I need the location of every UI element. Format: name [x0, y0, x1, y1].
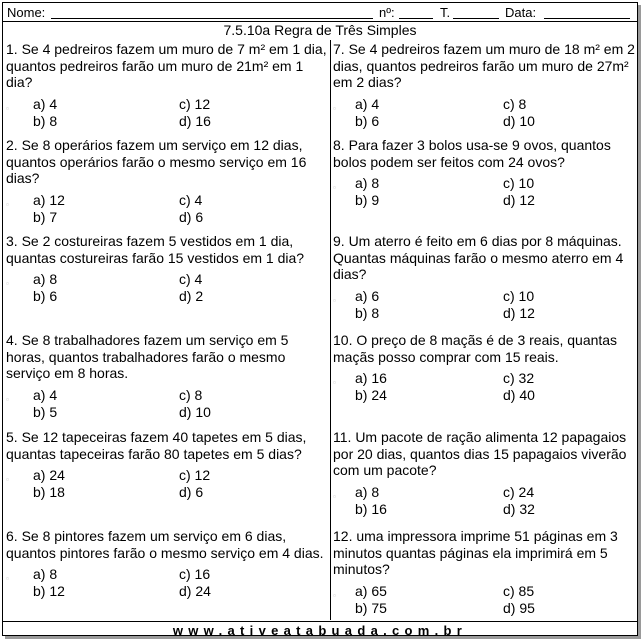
- question-9: [333, 233, 635, 322]
- option-b[interactable]: b) 24: [355, 387, 387, 403]
- option-c[interactable]: c) 85: [503, 582, 535, 599]
- option-b[interactable]: b) 5: [33, 403, 58, 420]
- worksheet-frame: [2, 2, 638, 636]
- option-b[interactable]: b) 7: [33, 208, 58, 225]
- option-c[interactable]: c) 8: [503, 95, 527, 112]
- option-a[interactable]: a) 8: [33, 566, 58, 582]
- option-marker: ▫: [333, 295, 336, 305]
- name-label: Nome:: [7, 5, 46, 20]
- number-line[interactable]: [399, 18, 433, 19]
- question-text: 4. Se 8 trabalhadores fazem um serviço em 5 horas, quantos trabalhadores farão o mesmo serviço em 8 horas.: [6, 332, 289, 381]
- class-line[interactable]: [453, 18, 499, 19]
- option-c[interactable]: c) 32: [503, 370, 535, 386]
- answer-options: [6, 387, 328, 421]
- question-text: 11. Um pacote de ração alimenta 12 papagaios por 20 dias, quantos dias 15 papagaios viverão com um pacote?: [333, 429, 627, 478]
- question-text: 5. Se 12 tapeceiras fazem 40 tapetes em 5 dias, quantas tapeceiras farão 80 tapetes em 5 dias?: [6, 429, 307, 462]
- answer-options: [6, 566, 328, 600]
- option-marker: ▫: [6, 475, 9, 484]
- option-d[interactable]: d) 12: [503, 304, 535, 321]
- answer-options: [6, 467, 328, 501]
- option-d[interactable]: d) 6: [179, 208, 204, 225]
- option-d[interactable]: d) 10: [503, 112, 535, 129]
- answer-options: [6, 96, 328, 130]
- option-marker: ▫: [333, 491, 336, 501]
- question-5: [6, 429, 328, 501]
- answer-options: [333, 175, 635, 209]
- question-6: [6, 528, 328, 600]
- option-d[interactable]: d) 6: [179, 484, 204, 500]
- question-text: 12. uma impressora imprime 51 páginas em 3 minutos quantas páginas ela imprimirá em 5 minutos?: [333, 528, 618, 577]
- question-12: [333, 528, 635, 617]
- option-a[interactable]: a) 24: [33, 467, 65, 483]
- question-text: 10. O preço de 8 maçãs é de 3 reais, quantas maçãs posso comprar com 15 reais.: [333, 332, 618, 365]
- option-marker: ▫: [6, 103, 9, 113]
- option-c[interactable]: c) 4: [179, 271, 203, 287]
- answer-options: [333, 370, 635, 404]
- option-a[interactable]: a) 8: [33, 271, 58, 287]
- option-c[interactable]: c) 10: [503, 287, 535, 304]
- option-d[interactable]: d) 10: [179, 403, 211, 420]
- question-8: [333, 137, 635, 209]
- question-text: 2. Se 8 operários fazem um serviço em 12 dias, quantos operários farão o mesmo serviço em 16 dias?: [6, 137, 307, 186]
- option-c[interactable]: c) 24: [503, 483, 535, 500]
- footer-separator: [3, 621, 637, 622]
- option-c[interactable]: c) 10: [503, 175, 535, 191]
- student-header: [7, 5, 633, 21]
- option-c[interactable]: c) 12: [179, 95, 211, 112]
- option-a[interactable]: a) 6: [355, 287, 380, 304]
- option-b[interactable]: b) 12: [33, 583, 65, 599]
- question-text: 8. Para fazer 3 bolos usa-se 9 ovos, quantos bolos podem ser feitos com 24 ovos?: [333, 137, 611, 170]
- option-b[interactable]: b) 9: [355, 192, 380, 208]
- option-b[interactable]: b) 8: [33, 112, 58, 129]
- question-text: 6. Se 8 pintores fazem um serviço em 6 dias, quantos pintores farão o mesmo serviço em 4 dias.: [6, 528, 324, 561]
- answer-options: [333, 288, 635, 322]
- question-11: [333, 429, 635, 518]
- option-d[interactable]: d) 2: [179, 288, 204, 304]
- number-label: nº:: [379, 5, 395, 20]
- option-marker: ▫: [6, 394, 9, 404]
- name-line[interactable]: [51, 18, 373, 19]
- answer-options: [333, 96, 635, 130]
- question-7: [333, 41, 635, 130]
- option-b[interactable]: b) 8: [355, 304, 380, 321]
- option-marker: ▫: [333, 103, 336, 113]
- footer-website: www.ativeatabuada.com.br: [172, 623, 468, 638]
- worksheet-title: 7.5.10a Regra de Três Simples: [223, 22, 417, 38]
- option-a[interactable]: a) 4: [355, 95, 380, 112]
- option-a[interactable]: a) 4: [33, 95, 58, 112]
- question-10: [333, 332, 635, 404]
- option-marker: ▫: [333, 378, 336, 387]
- answer-options: [333, 583, 635, 617]
- question-text: 3. Se 2 costureiras fazem 5 vestidos em 1 dia, quantas costureiras farão 15 vestidos em 1 dia?: [6, 233, 305, 266]
- option-marker: ▫: [6, 279, 9, 288]
- column-divider: [330, 40, 331, 620]
- question-text: 9. Um aterro é feito em 6 dias por 8 máquinas. Quantas máquinas farão o mesmo aterro em 4 dias?: [333, 233, 624, 282]
- option-b[interactable]: b) 16: [355, 500, 387, 517]
- answer-options: [333, 484, 635, 518]
- option-d[interactable]: d) 95: [503, 599, 535, 616]
- answer-options: [6, 271, 328, 305]
- option-d[interactable]: d) 24: [179, 583, 211, 599]
- option-d[interactable]: d) 32: [503, 500, 535, 517]
- option-marker: ▫: [6, 199, 9, 209]
- answer-options: [6, 192, 328, 226]
- option-d[interactable]: d) 16: [179, 112, 211, 129]
- question-text: 7. Se 4 pedreiros fazem um muro de 18 m² em 2 dias, quantos pedreiros farão um muro de 27m² em 2 dias?: [333, 41, 635, 90]
- option-c[interactable]: c) 8: [179, 386, 203, 403]
- option-marker: ▫: [333, 183, 336, 192]
- option-a[interactable]: a) 16: [355, 370, 387, 386]
- option-d[interactable]: d) 12: [503, 192, 535, 208]
- question-4: [6, 332, 328, 421]
- option-marker: ▫: [6, 574, 9, 583]
- option-b[interactable]: b) 6: [355, 112, 380, 129]
- question-2: [6, 137, 328, 226]
- question-1: [6, 41, 328, 130]
- option-a[interactable]: a) 65: [355, 582, 387, 599]
- option-a[interactable]: a) 8: [355, 175, 380, 191]
- option-a[interactable]: a) 8: [355, 483, 380, 500]
- class-label: T.: [440, 5, 451, 20]
- option-c[interactable]: c) 12: [179, 467, 211, 483]
- date-label: Data:: [505, 5, 537, 20]
- option-a[interactable]: a) 4: [33, 386, 58, 403]
- question-3: [6, 233, 328, 305]
- option-d[interactable]: d) 40: [503, 387, 535, 403]
- question-text: 1. Se 4 pedreiros fazem um muro de 7 m² em 1 dia, quantos pedreiros farão um muro de 21m² em 1 dia?: [6, 41, 327, 90]
- option-a[interactable]: a) 12: [33, 191, 65, 208]
- option-c[interactable]: c) 16: [179, 566, 211, 582]
- option-b[interactable]: b) 6: [33, 288, 58, 304]
- option-c[interactable]: c) 4: [179, 191, 203, 208]
- option-b[interactable]: b) 18: [33, 484, 65, 500]
- date-line[interactable]: [544, 18, 630, 19]
- option-b[interactable]: b) 75: [355, 599, 387, 616]
- option-marker: ▫: [333, 590, 336, 600]
